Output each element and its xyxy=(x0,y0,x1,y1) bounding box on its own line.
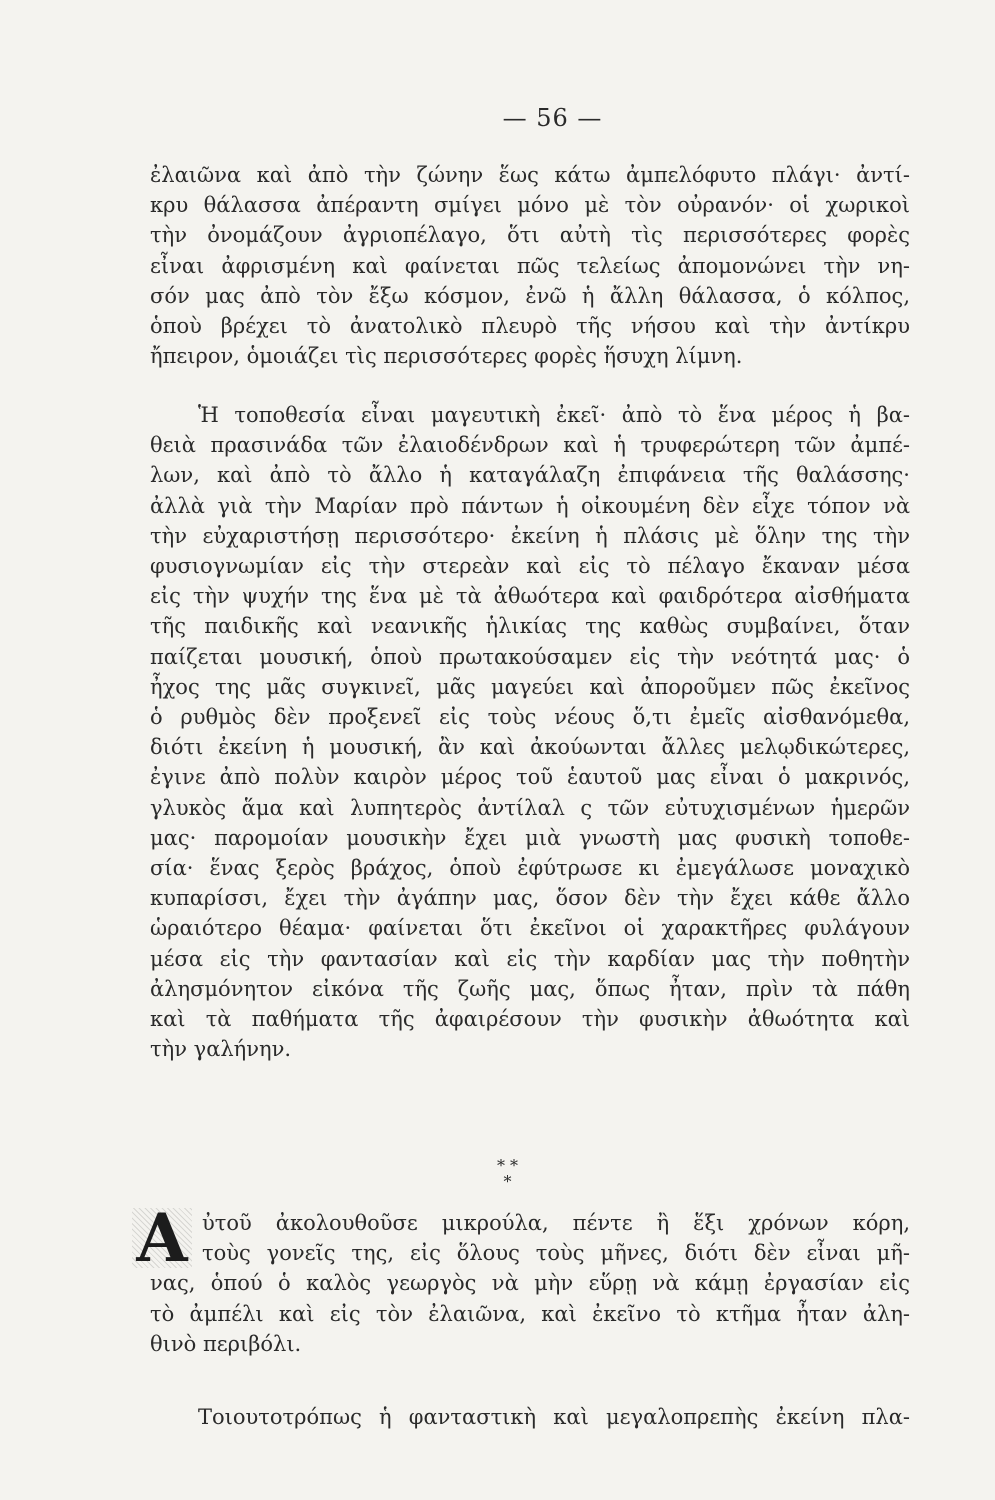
text-line: ἤπειρον, ὁμοιάζει τὶς περισσότερες φορὲς ἥσυχη λίμνη. xyxy=(150,344,743,369)
text-line: τὴν εὐχαριστήσῃ περισσότερο· ἐκείνη ἡ πλάσις μὲ ὅλην της τὴν xyxy=(150,523,910,548)
asterisk-bottom: * xyxy=(503,1172,512,1191)
paragraph-3 xyxy=(150,1208,910,1359)
text-line: τὴν ὀνομάζουν ἀγριοπέλαγο, ὅτι αὐτὴ τὶς περισσότερες φορὲς xyxy=(150,223,910,248)
page-number: — 56 — xyxy=(502,104,603,132)
text-line: φυσιογνωμίαν εἰς τὴν στερεὰν καὶ εἰς τὸ πέλαγο ἔκαναν μέσα xyxy=(150,554,910,579)
text-line: μέσα εἰς τὴν φαντασίαν καὶ εἰς τὴν καρδίαν μας τὴν ποθητὴν xyxy=(150,946,910,971)
text-line: καὶ τὰ παθήματα τῆς ἀφαιρέσουν τὴν φυσικὴν ἀθωότητα καὶ xyxy=(150,1007,910,1032)
text-line: θειὰ πρασινάδα τῶν ἐλαιοδένδρων καὶ ἡ τρυφερώτερη τῶν ἀμπέ- xyxy=(150,433,910,458)
text-line: ἐγινε ἀπὸ πολὺν καιρὸν μέρος τοῦ ἑαυτοῦ μας εἶναι ὁ μακρινός, xyxy=(150,765,910,790)
text-line: τὸ ἀμπέλι καὶ εἰς τὸν ἐλαιῶνα, καὶ ἐκεῖνο τὸ κτῆμα ἦταν ἀλη- xyxy=(150,1301,910,1326)
text-line: λων, καὶ ἀπὸ τὸ ἄλλο ἡ καταγάλαζη ἐπιφάνεια τῆς θαλάσσης· xyxy=(150,463,910,488)
text-line: ὐτοῦ ἀκολουθοῦσε μικρούλα, πέντε ἢ ἕξι χρόνων κόρη, xyxy=(202,1211,910,1235)
text-line: τῆς παιδικῆς καὶ νεανικῆς ἡλικίας της καθὼς συμβαίνει, ὅταν xyxy=(150,614,910,639)
text-line: νας, ὁπού ὁ καλὸς γεωργὸς νὰ μὴν εὕρῃ νὰ κάμῃ ἐργασίαν εἰς xyxy=(150,1271,910,1296)
text-line: ἐλαιῶνα καὶ ἀπὸ τὴν ζώνην ἕως κάτω ἀμπελόφυτο πλάγι· ἀντί- xyxy=(150,163,910,187)
text-line: ἀλησμόνητον εἰκόνα τῆς ζωῆς μας, ὅπως ἦταν, πρὶν τὰ πάθη xyxy=(150,976,910,1001)
text-line: θινὸ περιβόλι. xyxy=(150,1331,302,1356)
text-line: σόν μας ἀπὸ τὸν ἔξω κόσμον, ἐνῶ ἡ ἄλλη θάλασσα, ὁ κόλπος, xyxy=(150,283,910,308)
text-line: Τοιουτοτρόπως ἡ φανταστικὴ καὶ μεγαλοπρεπὴς ἐκείνη πλα- xyxy=(198,1405,910,1429)
paragraph-1 xyxy=(150,160,910,371)
text-line: ὁ ρυθμὸς δὲν προξενεῖ εἰς τοὺς νέους ὅ,τι ἐμεῖς αἰσθανόμεθα, xyxy=(150,705,910,730)
text-line: τοὺς γονεῖς της, εἰς ὅλους τοὺς μῆνες, διότι δὲν εἶναι μῆ- xyxy=(202,1241,910,1266)
text-line: παίζεται μουσική, ὁποὺ πρωτακούσαμεν εἰς τὴν νεότητά μας· ὁ xyxy=(150,644,910,669)
text-line: ἀλλὰ γιὰ τὴν Μαρίαν πρὸ πάντων ἡ οἰκουμένη δὲν εἶχε τόπον νὰ xyxy=(150,493,910,518)
text-line: εἶναι ἀφρισμένη καὶ φαίνεται πῶς τελείως ἀπομονώνει τὴν νη- xyxy=(150,253,910,278)
paragraph-4 xyxy=(150,1402,910,1432)
text-line: Ἡ τοποθεσία εἶναι μαγευτικὴ ἐκεῖ· ἀπὸ τὸ ἕνα μέρος ἡ βα- xyxy=(198,403,910,427)
asterisks-top: * * xyxy=(496,1156,519,1175)
text-line: εἰς τὴν ψυχήν της ἕνα μὲ τὰ ἀθωότερα καὶ φαιδρότερα αἰσθήματα xyxy=(150,584,910,609)
drop-cap: Α xyxy=(132,1208,192,1268)
text-line: γλυκὸς ἅμα καὶ λυπητερὸς ἀντίλαλ ς τῶν εὐτυχισμένων ἡμερῶν xyxy=(150,795,910,820)
text-line: σία· ἕνας ξερὸς βράχος, ὁποὺ ἐφύτρωσε κι ἐμεγάλωσε μοναχικὸ xyxy=(150,856,910,881)
text-line: ὁποὺ βρέχει τὸ ἀνατολικὸ πλευρὸ τῆς νήσου καὶ τὴν ἀντίκρυ xyxy=(150,314,910,339)
text-line: κρυ θάλασσα ἀπέραντη σμίγει μόνο μὲ τὸν οὐρανόν· οἱ χωρικοὶ xyxy=(150,193,910,218)
text-line: ἦχος της μᾶς συγκινεῖ, μᾶς μαγεύει καὶ ἀποροῦμεν πῶς ἐκεῖνος xyxy=(150,674,910,699)
paragraph-2 xyxy=(150,400,910,1064)
section-separator xyxy=(0,1158,995,1190)
text-line: ὡραιότερο θέαμα· φαίνεται ὅτι ἐκεῖνοι οἱ χαρακτῆρες φυλάγουν xyxy=(150,916,910,941)
text-line: τὴν γαλήνην. xyxy=(150,1037,292,1062)
text-line: διότι ἐκείνη ἡ μουσική, ἂν καὶ ἀκούωνται ἄλλες μελῳδικώτερες, xyxy=(150,735,910,760)
text-line: κυπαρίσσι, ἔχει τὴν ἀγάπην μας, ὅσον δὲν τὴν ἔχει κάθε ἄλλο xyxy=(150,886,910,911)
text-line: μας· παρομοίαν μουσικὴν ἔχει μιὰ γνωστὴ μας φυσικὴ τοποθε- xyxy=(150,825,910,850)
